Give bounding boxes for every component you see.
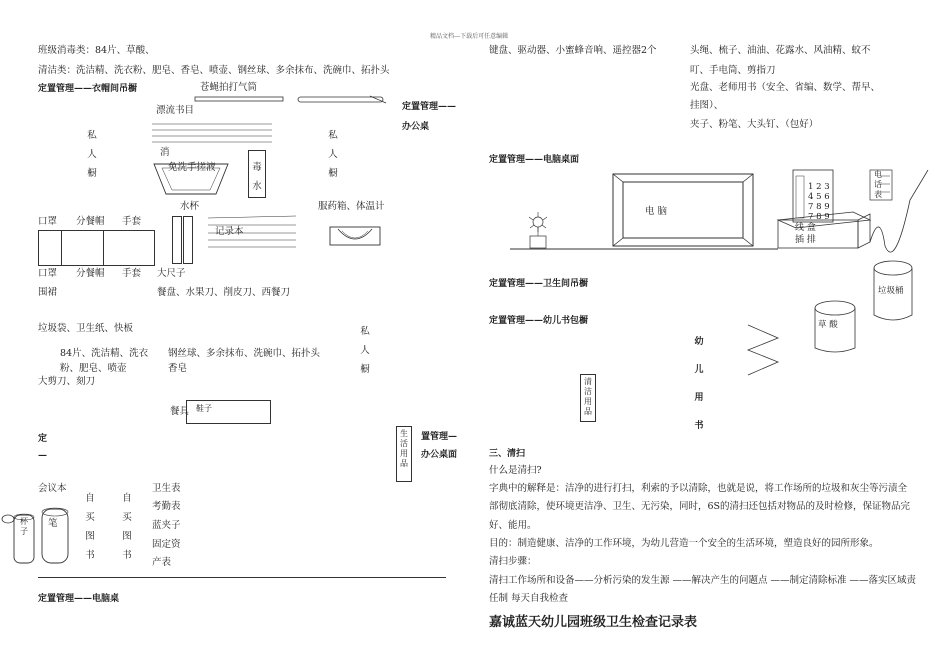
ruler-label: 大尺子	[157, 268, 186, 279]
section-dash: —	[38, 451, 47, 461]
cup-pen-drawing	[0, 505, 72, 567]
definition-line-3: 好、能用。	[489, 520, 537, 531]
divider	[103, 230, 104, 266]
cup-label: 水杯	[180, 201, 200, 212]
cleaning-goods-label: 清洁用品	[584, 377, 592, 416]
meal-hat-2: 分餐帽	[76, 268, 105, 279]
items-line-0: 头绳、梳子、油油、花露水、风油精、蚊不	[690, 45, 871, 56]
tableware-2: 餐具	[170, 406, 190, 417]
private-cabinet-2: 私人橱	[328, 130, 338, 179]
section-cleaning: 三、清扫	[489, 449, 526, 459]
keypad-row-1: 4 5 6	[808, 192, 830, 202]
record-book-label: 记录本	[215, 226, 244, 237]
keypad-row-2: 7 8 9	[808, 202, 830, 212]
kids-books-3: 书	[694, 421, 704, 431]
cup-drawing	[172, 216, 182, 264]
separator-line	[38, 577, 446, 578]
soap-label: 香皂	[168, 363, 188, 374]
section-desktop-a: 置管理—	[421, 432, 458, 442]
medicine-box-drawing	[330, 227, 382, 247]
keypad-row-0: 1 2 3	[808, 182, 830, 192]
disinfect-line: 班级消毒类：84片、草酸、	[38, 45, 155, 56]
meal-hat-1: 分餐帽	[76, 216, 105, 227]
kids-books-0: 幼	[694, 337, 704, 347]
shoes-label: 鞋子	[196, 404, 212, 413]
phone-list-label: 电话表	[874, 170, 882, 199]
scissors-label: 大剪刀、刻刀	[38, 376, 96, 387]
section-computer-desktop: 定置管理——电脑桌面	[489, 155, 580, 165]
self-bought-books-1: 自买图书	[85, 493, 95, 561]
pen-label: 笔	[48, 518, 58, 529]
cleaning-items-2: 钢丝球、多余抹布、洗碗巾、拓扑头	[168, 348, 321, 359]
document-title: 嘉诚蓝天幼儿园班级卫生检查记录表	[489, 615, 698, 630]
section-wardrobe: 定置管理——衣帽间吊橱	[38, 84, 138, 94]
section-toilet-cabinet: 定置管理——卫生间吊橱	[489, 279, 589, 289]
medicine-box-label: 服药箱、体温计	[318, 201, 385, 212]
hygiene-list-1: 考勤表	[152, 501, 181, 512]
cable-box-label: 线 盒	[795, 223, 816, 233]
page-header: 精品文档---下载后可任意编辑	[430, 33, 509, 40]
private-cabinet-3: 私人橱	[360, 326, 370, 375]
computer-label: 电 脑	[645, 206, 668, 217]
gloves-1: 手套	[122, 216, 142, 227]
gloves-2: 手套	[122, 268, 142, 279]
section-desk-a: 定置管理——	[402, 102, 457, 112]
mask-2: 口罩	[38, 268, 58, 279]
items-line-4: 夹子、粉笔、大头钉、（包好）	[690, 119, 819, 130]
items-line-1: 叮、手电筒、剪指刀	[690, 65, 776, 76]
book-drift: 漂流书目	[156, 105, 195, 116]
keypad-row-3: 7 8 9	[808, 212, 830, 222]
what-is-cleaning: 什么是清扫?	[489, 465, 542, 476]
disinfect-char: 消	[160, 147, 170, 158]
kids-books-1: 儿	[694, 365, 704, 375]
flyswatter-drawing	[298, 95, 388, 105]
flyswatter-pump: 苍蝇拍打气筒	[200, 82, 258, 93]
section-computer-table: 定置管理——电脑桌	[38, 594, 120, 604]
steps-line-2: 任制 每天自我检查	[489, 593, 569, 604]
meeting-book: 会议本	[38, 483, 67, 494]
trash-can-label: 垃圾桶	[878, 286, 904, 296]
peripherals-line: 键盘、驱动器、小蜜蜂音响、遥控器2个	[489, 45, 657, 56]
section-desk-b: 办公桌	[402, 122, 430, 132]
pump-drawing	[195, 96, 285, 102]
sanitizer-label: 免洗手搓液	[168, 162, 216, 173]
hygiene-list-0: 卫生表	[152, 483, 181, 494]
cup-label-2: 杯子	[20, 517, 28, 536]
private-cabinet-1: 私人橱	[87, 130, 97, 179]
record-book-lines	[208, 215, 300, 250]
cleaning-items-3: 粉、肥皂、喷壶	[60, 363, 127, 374]
cup-drawing	[183, 216, 193, 264]
trash-label: 垃圾袋、卫生纸、快板	[38, 323, 134, 334]
book-shelf-lines	[152, 120, 274, 150]
hygiene-list-3: 固定资	[152, 539, 181, 550]
definition-line-2: 部彻底清除，使环境更洁净、卫生、无污染，同时，6S的清扫还包括对物品的及时检修，保证物品完	[489, 501, 911, 512]
items-line-2: 光盘、老师用书（安全、省编、数学、帮早、	[690, 82, 881, 93]
divider	[61, 230, 62, 266]
section-ding: 定	[38, 434, 48, 444]
items-line-3: 挂图）、	[690, 100, 724, 111]
section-desktop-b: 办公桌面	[421, 450, 458, 460]
self-bought-books-2: 自买图书	[122, 493, 132, 561]
kids-books-2: 用	[694, 393, 704, 403]
cleaning-items-1: 84片、洗洁精、洗衣	[60, 348, 149, 359]
cleaning-line: 清洁类：洗洁精、洗衣粉、肥皂、香皂、喷壶、钢丝球、多余抹布、洗碗巾、拓扑头	[38, 65, 390, 76]
hygiene-list-2: 蓝夹子	[152, 520, 181, 531]
purpose-line: 目的：制造健康、洁净的工作环境，为幼儿营造一个安全的生活环境，塑造良好的园所形象。	[489, 538, 879, 549]
steps-heading: 清扫步骤：	[489, 556, 537, 567]
mask-1: 口罩	[38, 216, 58, 227]
section-schoolbag-cabinet: 定置管理——幼儿书包橱	[489, 316, 589, 326]
poison-water-label: 毒水	[252, 162, 262, 192]
desktop-drawing	[510, 170, 930, 380]
socket-label: 插 排	[795, 235, 816, 245]
basin-drawing	[152, 160, 232, 200]
hygiene-list-4: 产表	[152, 557, 172, 568]
hook-box	[38, 230, 155, 266]
apron-label: 围裙	[38, 287, 58, 298]
steps-line-1: 清扫工作场所和设备——分析污染的发生源 ——解决产生的问题点 ——制定清除标准 ——落实区域责	[489, 575, 917, 586]
definition-line-1: 字典中的解释是：洁净的进行打扫，利索的予以清除，也就是说，将工作场所的垃圾和灰尘等污渍全	[489, 483, 908, 494]
life-goods-label: 生活用品	[400, 429, 408, 468]
oxalic-acid-label: 草 酸	[818, 320, 838, 330]
tableware-label: 餐盘、水果刀、削皮刀、西餐刀	[157, 287, 291, 298]
